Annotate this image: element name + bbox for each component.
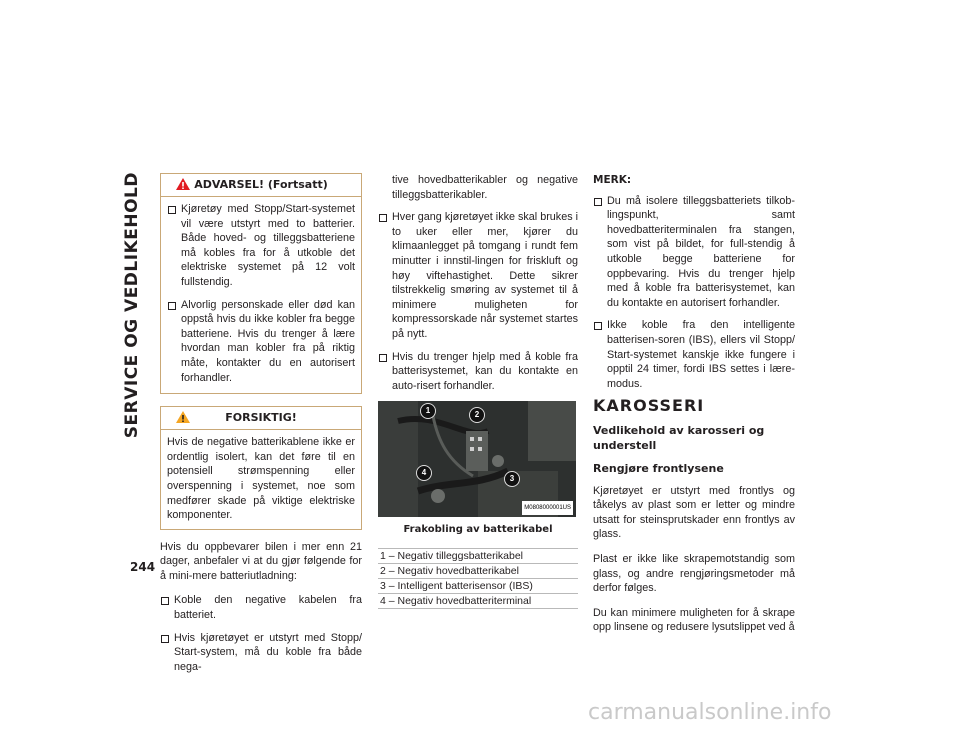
section-side-title: [112, 172, 152, 552]
column-2: [378, 173, 578, 609]
body-paragraph: Plast er ikke like skrapemotstandig som glass, og andre rengjøringsmetoder må derfor følges.: [593, 553, 795, 595]
note-label: MERK:: [593, 174, 632, 186]
page-number: 244: [130, 560, 156, 574]
figure-legend: [378, 548, 578, 609]
continuation-text: tive hovedbatterikabler og negative tilleggsbatterikabler.: [392, 174, 578, 201]
list-item: Koble den negative kabelen fra batteriet.: [160, 593, 362, 622]
caution-triangle-icon: [175, 410, 191, 424]
warning-triangle-icon: [175, 177, 191, 191]
legend-item: 2 – Negativ hovedbatterikabel: [378, 564, 578, 579]
list-item: Hvis du trenger hjelp med å koble fra batterisystemet, kan du kontakte en auto-risert forhandler.: [378, 350, 578, 394]
storage-list-continued: [378, 210, 578, 393]
caution-box: [160, 406, 362, 530]
battery-cable-photo: [378, 401, 576, 517]
sub-sub-heading: Rengjøre frontlysene: [593, 462, 724, 476]
sub-heading: Vedlikehold av karosseri og understell: [593, 423, 765, 452]
body-paragraph: Kjøretøyet er utstyrt med frontlys og tåkelys av plast som er letter og mindre utsatt for steinsprutskader enn frontlys av glass.: [593, 484, 795, 541]
list-item: Alvorlig personskade eller død kan oppstå hvis du ikke kobler fra begge batteriene. Hvis du trenger å lære hvordan man kobler fra på riktig måte, kontakter du en autorisert forhandler.: [167, 298, 355, 386]
figure-caption: Frakobling av batterikabel: [403, 524, 553, 536]
column-1: [160, 173, 362, 682]
warning-header: [161, 174, 361, 197]
legend-item: 3 – Intelligent batterisensor (IBS): [378, 579, 578, 594]
caution-text: Hvis de negative batterikablene ikke er ordentlig isolert, kan det føre til en potensiell strømspenning eller overspenning i systemet, noe som medfører skade på viktige elektriske komponenter.: [167, 436, 355, 522]
warning-box: [160, 173, 362, 394]
list-item: Hvis kjøretøyet er utstyrt med Stopp/ Start-system, må du koble fra både nega-: [160, 631, 362, 675]
note-list: [593, 194, 795, 392]
marker-2: 2: [469, 407, 485, 423]
column-3: [593, 173, 795, 645]
section-heading: KAROSSERI: [593, 396, 705, 416]
warning-body: [161, 197, 361, 393]
warning-list: [167, 202, 355, 385]
caution-body: [161, 430, 361, 529]
list-item: Hver gang kjøretøyet ikke skal brukes i to uker eller mer, kjører du klimaanlegget på tomgang i rundt fem minutter i innstil-lingen for friskluft og høy viftehastighet. Dette sikrer tilstrekkelig smøring av systemet til å minimere muligheten for kompressorskade når systemet startes på nytt.: [378, 210, 578, 341]
list-item: Ikke koble fra den intelligente batterisen-soren (IBS), ellers vil Stopp/ Start-systemet kanskje ikke fungere i opptil 24 timer, fordi IBS settes i lære-modus.: [593, 318, 795, 391]
caution-header: [161, 407, 361, 430]
marker-4: 4: [416, 465, 432, 481]
section-side-title-text: SERVICE OG VEDLIKEHOLD: [122, 172, 142, 439]
body-paragraph: Du kan minimere muligheten for å skrape opp linsene og redusere lysutslippet ved å: [593, 606, 795, 634]
caution-title: FORSIKTIG!: [225, 411, 297, 425]
figure-code: M0808000001US: [522, 501, 573, 516]
list-item: Du må isolere tilleggsbatteriets tilkob-lingspunkt, samt hovedbatteriterminalen fra stangen, som vist på bildet, for full-stendig å utkoble begge batteriene for oppbevaring. Hvis du trenger hjelp med å koble fra batterisystemet, kan du kontakte en autorisert forhandler.: [593, 194, 795, 311]
list-item: Kjøretøy med Stopp/Start-systemet vil være utstyrt med to batterier. Både hoved- og tilleggsbatteriene må kobles fra for å utkoble det elektriske systemet på 12 volt fullstendig.: [167, 202, 355, 290]
legend-item: 1 – Negativ tilleggsbatterikabel: [378, 549, 578, 564]
storage-paragraph: Hvis du oppbevarer bilen i mer enn 21 dager, anbefaler vi at du gjør følgende for å mini-mere batteriutladning:: [160, 540, 362, 582]
marker-3: 3: [504, 471, 520, 487]
marker-1: 1: [420, 403, 436, 419]
storage-list: [160, 593, 362, 674]
watermark: carmanualsonline.info: [588, 700, 832, 725]
legend-item: 4 – Negativ hovedbatteriterminal: [378, 594, 578, 609]
warning-title: ADVARSEL! (Fortsatt): [194, 178, 328, 191]
